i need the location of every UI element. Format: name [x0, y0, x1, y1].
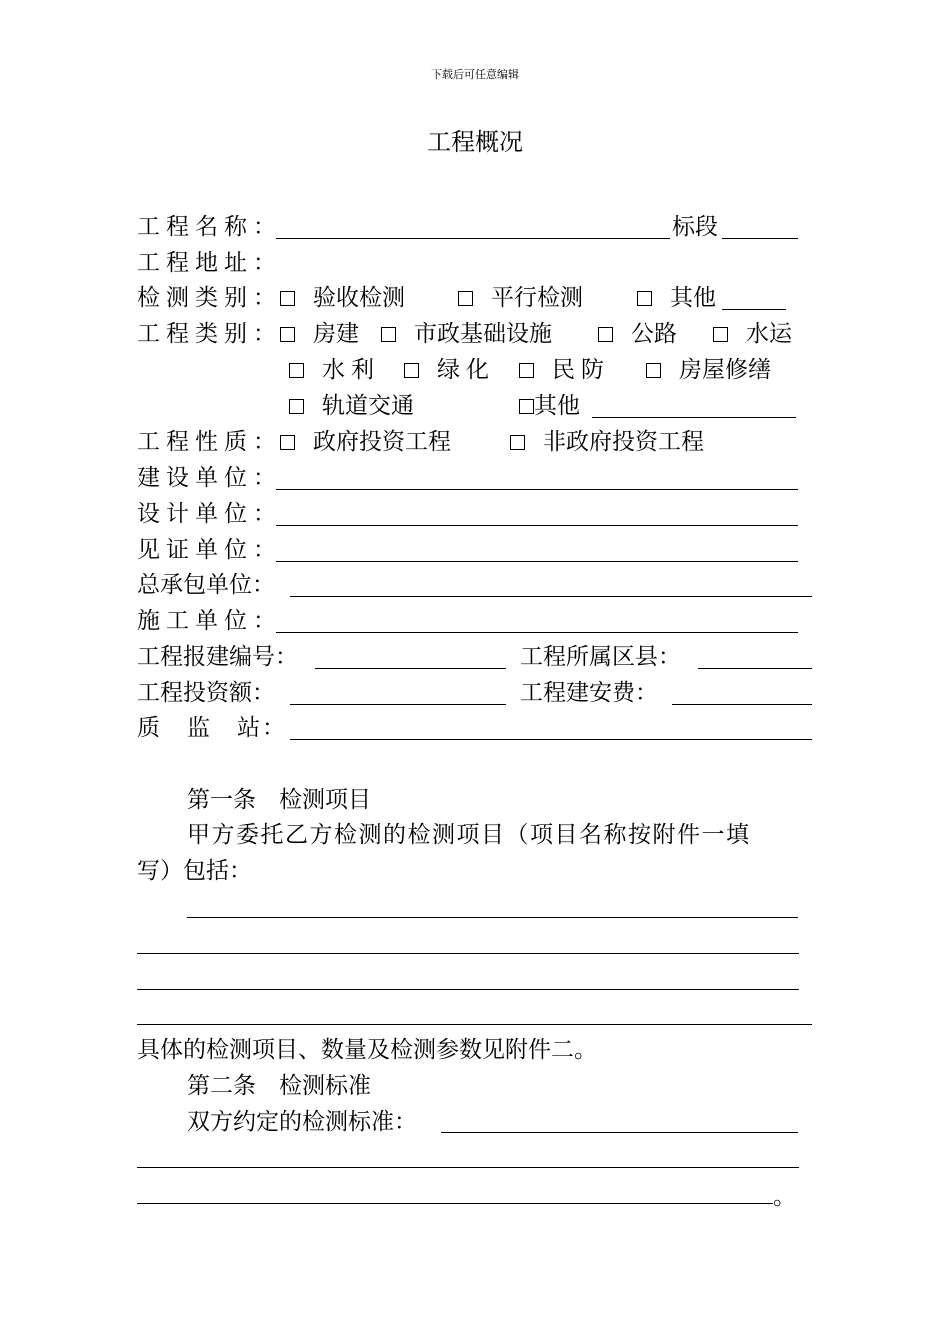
- article2-text: 双方约定的检测标准：: [187, 1109, 417, 1135]
- designer-field[interactable]: [276, 525, 798, 526]
- district-label: 工程所属区县：: [520, 644, 681, 670]
- project-name-field[interactable]: [276, 238, 670, 239]
- constructor-label: 施工单位：: [137, 608, 282, 634]
- article1-blank-line-4[interactable]: [137, 1024, 812, 1025]
- checkbox-icon[interactable]: [381, 327, 396, 342]
- witness-field[interactable]: [276, 561, 798, 562]
- investment-field[interactable]: [290, 704, 506, 705]
- checkbox-icon[interactable]: [404, 363, 419, 378]
- article2-blank-line-2[interactable]: [137, 1167, 799, 1168]
- test-type-option-acceptance[interactable]: 验收检测: [280, 281, 405, 315]
- project-type-label: 工程类别：: [137, 321, 282, 347]
- builder-field[interactable]: [276, 489, 798, 490]
- project-type-other-field[interactable]: [592, 417, 796, 418]
- test-type-option-parallel[interactable]: 平行检测: [458, 281, 583, 315]
- test-type-option-other[interactable]: 其他: [637, 281, 716, 315]
- quality-station-field[interactable]: [290, 739, 812, 740]
- district-field[interactable]: [698, 668, 812, 669]
- general-contractor-label: 总承包单位：: [137, 572, 275, 598]
- project-type-option-municipal[interactable]: 市政基础设施: [381, 317, 552, 351]
- article2-end-mark: 。: [773, 1184, 796, 1210]
- general-contractor-field[interactable]: [290, 596, 812, 597]
- article2-blank-line-3[interactable]: [137, 1203, 773, 1204]
- checkbox-icon[interactable]: [458, 291, 473, 306]
- test-type-other-field[interactable]: [722, 309, 786, 310]
- article1-text1: 甲方委托乙方检测的检测项目（项目名称按附件一填: [187, 822, 751, 848]
- article2-heading: 第二条 检测标准: [187, 1073, 371, 1099]
- project-nature-option-government[interactable]: 政府投资工程: [280, 425, 451, 459]
- checkbox-icon[interactable]: [289, 399, 304, 414]
- article1-blank-line-1[interactable]: [187, 917, 798, 918]
- construction-fee-label: 工程建安费：: [520, 680, 658, 706]
- checkbox-icon[interactable]: [519, 399, 534, 414]
- article1-blank-line-2[interactable]: [137, 953, 799, 954]
- report-no-field[interactable]: [315, 668, 506, 669]
- project-address-label: 工程地址：: [137, 250, 282, 276]
- article1-blank-line-3[interactable]: [137, 989, 799, 990]
- project-type-option-waterway[interactable]: 水运: [713, 317, 792, 351]
- checkbox-icon[interactable]: [519, 363, 534, 378]
- section-field[interactable]: [722, 238, 798, 239]
- article1-heading: 第一条 检测项目: [187, 787, 371, 813]
- quality-station-label: 质 监 站：: [137, 715, 287, 741]
- section-label: 标段: [672, 214, 718, 240]
- project-type-option-greening[interactable]: 绿化: [404, 353, 495, 387]
- test-type-label: 检测类别：: [137, 285, 282, 311]
- header-note: 下载后可任意编辑: [431, 68, 519, 81]
- project-type-option-civil-defense[interactable]: 民防: [519, 353, 610, 387]
- checkbox-icon[interactable]: [646, 363, 661, 378]
- project-name-label: 工程名称：: [137, 214, 282, 240]
- project-type-option-water-conservancy[interactable]: 水利: [289, 353, 380, 387]
- project-type-option-other[interactable]: 其他: [519, 389, 580, 423]
- project-type-option-rail-transit[interactable]: 轨道交通: [289, 389, 414, 423]
- article2-blank-line-1[interactable]: [441, 1132, 798, 1133]
- checkbox-icon[interactable]: [713, 327, 728, 342]
- article1-text2: 写）包括：: [137, 858, 252, 884]
- page-title: 工程概况: [427, 128, 523, 156]
- checkbox-icon[interactable]: [598, 327, 613, 342]
- checkbox-icon[interactable]: [637, 291, 652, 306]
- project-type-option-highway[interactable]: 公路: [598, 317, 677, 351]
- report-no-label: 工程报建编号：: [137, 644, 298, 670]
- project-type-option-housing[interactable]: 房建: [280, 317, 359, 351]
- project-nature-option-non-government[interactable]: 非政府投资工程: [510, 425, 704, 459]
- designer-label: 设计单位：: [137, 501, 282, 527]
- project-type-option-house-repair[interactable]: 房屋修缮: [646, 353, 771, 387]
- constructor-field[interactable]: [276, 632, 798, 633]
- checkbox-icon[interactable]: [510, 435, 525, 450]
- checkbox-icon[interactable]: [280, 327, 295, 342]
- construction-fee-field[interactable]: [672, 704, 812, 705]
- builder-label: 建设单位：: [137, 465, 282, 491]
- checkbox-icon[interactable]: [289, 363, 304, 378]
- checkbox-icon[interactable]: [280, 435, 295, 450]
- investment-label: 工程投资额：: [137, 680, 275, 706]
- project-nature-label: 工程性质：: [137, 429, 282, 455]
- article1-note: 具体的检测项目、数量及检测参数见附件二。: [137, 1037, 597, 1063]
- witness-label: 见证单位：: [137, 537, 282, 563]
- checkbox-icon[interactable]: [280, 291, 295, 306]
